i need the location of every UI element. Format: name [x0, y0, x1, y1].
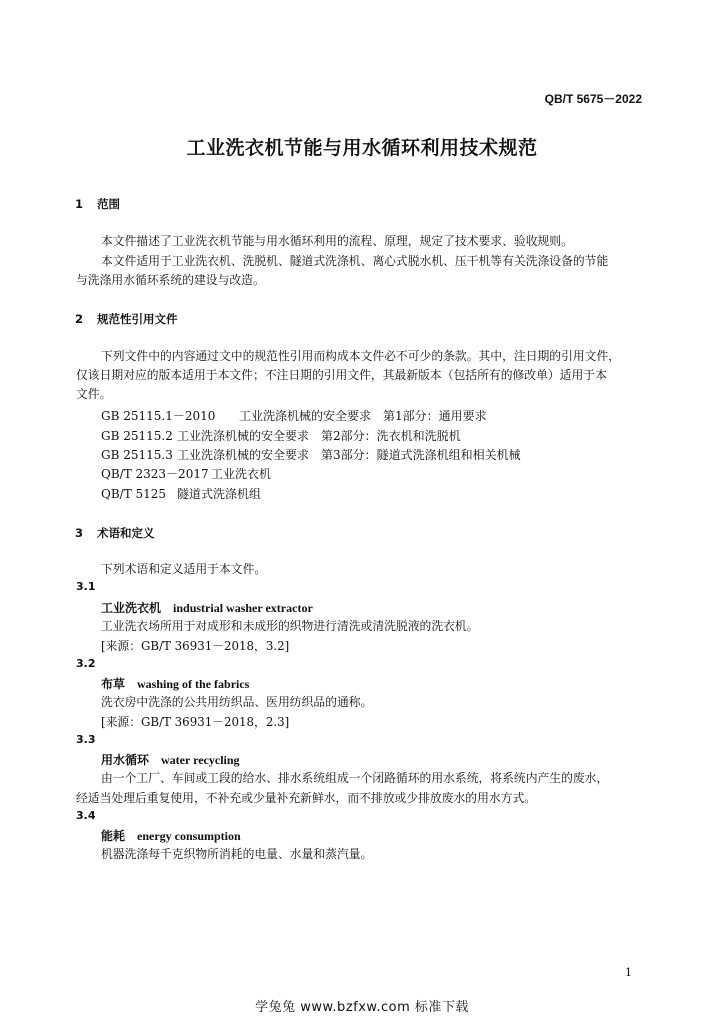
term-heading	[101, 751, 240, 768]
term-definition: 工业洗衣场所用于对成形和未成形的织物进行清洗或清洗脱液的洗衣机。	[101, 619, 479, 633]
term-en: washing of the fabrics	[137, 677, 250, 691]
reference-item	[101, 465, 271, 482]
standard-code: QB/T 5675－2022	[544, 92, 642, 106]
term-heading	[101, 599, 313, 616]
section-number: 3	[75, 526, 84, 540]
term-zh: 工业洗衣机	[101, 601, 162, 615]
reference-title: 工业洗衣机	[211, 467, 272, 481]
reference-item	[101, 485, 261, 502]
term-en: energy consumption	[137, 829, 241, 843]
term-definition: 经适当处理后重复使用，不补充或少量补充新鲜水，而不排放或少排放废水的用水方式。	[76, 791, 537, 805]
term-en: water recycling	[161, 753, 240, 767]
paragraph-line: 仅该日期对应的版本适用于本文件；不注日期的引用文件，其最新版本（包括所有的修改单）适用于本	[76, 368, 607, 382]
reference-code: GB 25115.2	[101, 429, 173, 443]
term-number: 3.3	[76, 733, 96, 746]
section-title: 规范性引用文件	[97, 312, 178, 326]
term-zh: 能耗	[101, 829, 126, 843]
term-number: 3.1	[76, 580, 96, 593]
reference-title: 隧道式洗涤机组	[177, 487, 262, 501]
term-definition: 机器洗涤每千克织物所消耗的电量、水量和蒸汽量。	[101, 847, 373, 861]
term-zh: 布草	[101, 677, 126, 691]
reference-code: GB 25115.3	[101, 448, 173, 462]
paragraph-line: 下列文件中的内容通过文中的规范性引用而构成本文件必不可少的条款。其中，注日期的引用文件，	[101, 349, 621, 363]
reference-title: 工业洗涤机械的安全要求 第3部分：隧道式洗涤机组和相关机械	[177, 448, 521, 462]
footer-watermark[interactable]: 学兔兔 www.bzfxw.com 标准下载	[255, 1000, 469, 1015]
term-definition: 洗衣房中洗涤的公共用纺织品、医用纺织品的通称。	[101, 695, 373, 709]
section-title: 术语和定义	[97, 526, 155, 540]
term-source: [来源：GB/T 36931－2018，3.2]	[101, 639, 290, 653]
document-title: 工业洗衣机节能与用水循环利用技术规范	[186, 137, 538, 159]
reference-item	[101, 407, 487, 424]
section-3-heading	[75, 525, 155, 541]
section-2-heading	[75, 311, 178, 327]
section-title: 范围	[97, 197, 120, 211]
term-source: [来源：GB/T 36931－2018，2.3]	[101, 715, 290, 729]
section-1-heading	[75, 196, 120, 212]
term-definition: 由一个工厂、车间或工段的给水、排水系统组成一个闭路循环的用水系统，将系统内产生的废水，	[101, 771, 609, 785]
term-en: industrial washer extractor	[173, 601, 313, 615]
term-heading	[101, 827, 241, 844]
paragraph-line: 本文件适用于工业洗衣机、洗脱机、隧道式洗涤机、离心式脱水机、压干机等有关洗涤设备的节能	[101, 254, 609, 268]
section-number: 2	[75, 312, 84, 326]
paragraph-line: 本文件描述了工业洗衣机节能与用水循环利用的流程、原理，规定了技术要求、验收规则。	[101, 234, 573, 248]
reference-item	[101, 427, 461, 444]
term-number: 3.2	[76, 657, 96, 670]
paragraph-line: 下列术语和定义适用于本文件。	[101, 562, 267, 576]
term-heading	[101, 675, 249, 692]
reference-item	[101, 446, 521, 463]
reference-title: 工业洗涤机械的安全要求 第1部分：通用要求	[239, 409, 487, 423]
section-number: 1	[75, 197, 84, 211]
page-number: 1	[625, 966, 632, 979]
paragraph-line: 与洗涤用水循环系统的建设与改造。	[76, 273, 265, 287]
term-number: 3.4	[76, 809, 96, 822]
reference-code: QB/T 2323－2017	[101, 467, 209, 481]
reference-code: GB 25115.1－2010	[101, 409, 216, 423]
reference-title: 工业洗涤机械的安全要求 第2部分：洗衣机和洗脱机	[177, 429, 461, 443]
term-zh: 用水循环	[101, 753, 150, 767]
paragraph-line: 文件。	[76, 387, 112, 401]
reference-code: QB/T 5125	[101, 487, 167, 501]
